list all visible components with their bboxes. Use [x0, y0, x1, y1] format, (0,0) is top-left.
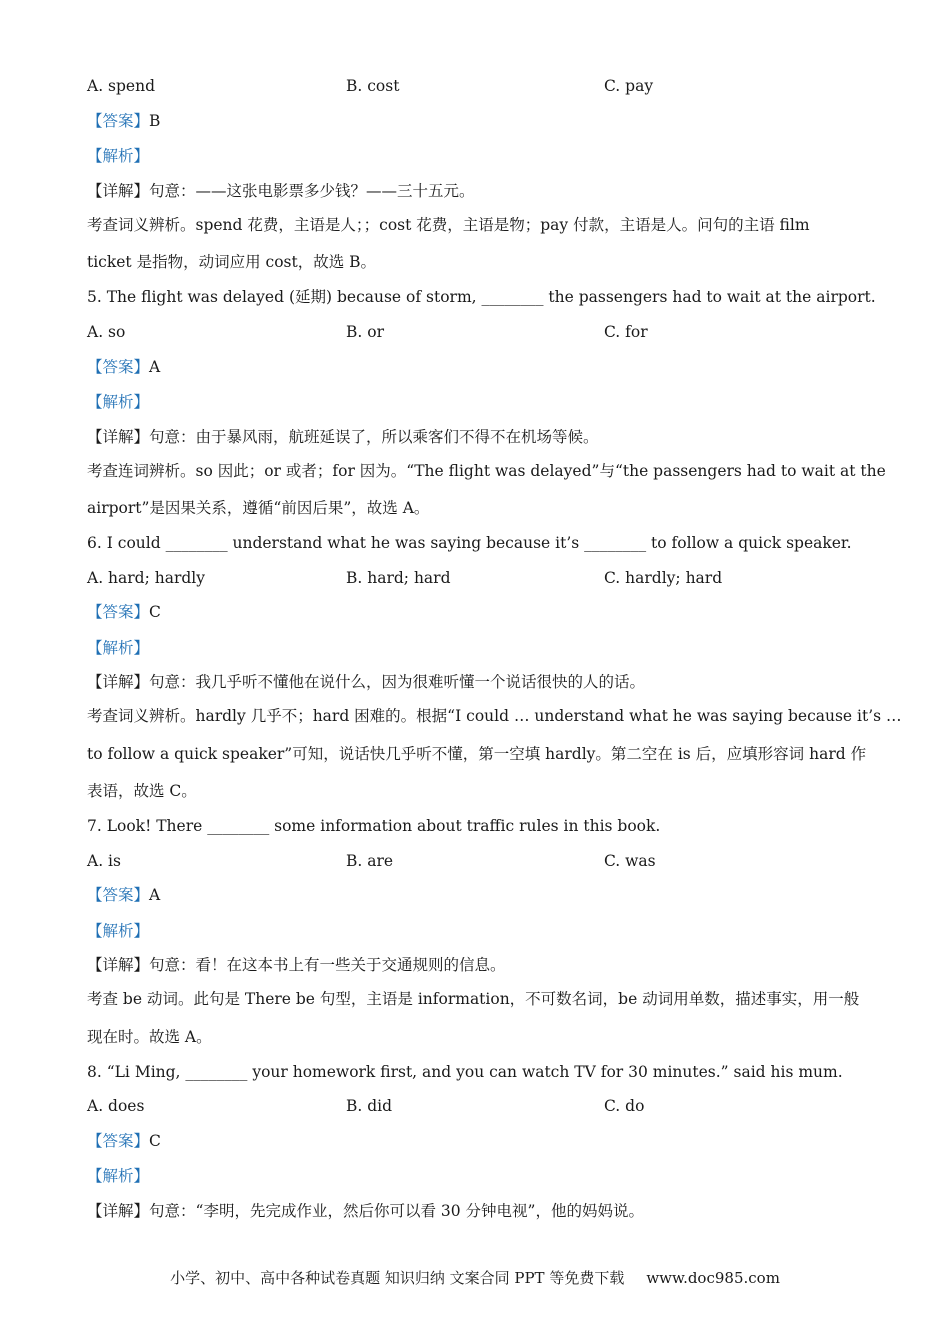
detail-text: 句意：看！在这本书上有一些关于交通规则的信息。	[149, 956, 506, 974]
detail-text: 句意：我几乎听不懂他在说什么，因为很难听懂一个说话很快的人的话。	[149, 673, 646, 691]
q6-analysis-label: 【解析】	[87, 639, 150, 657]
answer-label: 【答案】	[87, 603, 150, 621]
detail-label: 【详解】	[87, 428, 150, 446]
q5-question: 5. The flight was delayed (延期) because of storm, ________ the passengers had to wait at the airport.	[87, 288, 876, 306]
q5-answer	[87, 356, 160, 378]
q5-option-a: A. so	[87, 323, 126, 341]
detail-label: 【详解】	[87, 1202, 150, 1220]
q7-option-c: C. was	[604, 852, 656, 870]
q6-question: 6. I could ________ understand what he was saying because it’s ________ to follow a quick speaker.	[87, 534, 852, 552]
q4-option-c: C. pay	[604, 77, 654, 95]
answer-value: A	[149, 358, 161, 376]
answer-label: 【答案】	[87, 1132, 150, 1150]
q7-detail	[87, 954, 506, 976]
detail-label: 【详解】	[87, 182, 150, 200]
detail-text: 句意：由于暴风雨，航班延误了，所以乘客们不得不在机场等候。	[149, 428, 599, 446]
q6-option-a: A. hard; hardly	[87, 569, 206, 587]
q5-detail	[87, 426, 599, 448]
answer-value: C	[149, 1132, 161, 1150]
q5-option-b: B. or	[346, 323, 384, 341]
q6-answer	[87, 601, 161, 623]
answer-value: A	[149, 886, 161, 904]
q8-option-c: C. do	[604, 1097, 645, 1115]
detail-label: 【详解】	[87, 673, 150, 691]
footer-url[interactable]: www.doc985.com	[646, 1269, 780, 1287]
q6-option-c: C. hardly; hard	[604, 569, 723, 587]
q8-analysis-label: 【解析】	[87, 1167, 150, 1185]
q4-option-b: B. cost	[346, 77, 400, 95]
page-footer	[0, 1267, 950, 1289]
q4-explanation-line-1: 考查词义辨析。spend 花费，主语是人；；cost 花费，主语是物；pay 付款，主语是人。问句的主语 film	[87, 216, 810, 234]
q6-explanation-line-3: 表语，故选 C。	[87, 782, 197, 800]
detail-label: 【详解】	[87, 956, 150, 974]
q7-analysis-label: 【解析】	[87, 922, 150, 940]
detail-text: 句意：“李明，先完成作业，然后你可以看 30 分钟电视”，他的妈妈说。	[149, 1202, 644, 1220]
q8-answer	[87, 1130, 161, 1152]
footer-text: 小学、初中、高中各种试卷真题 知识归纳 文案合同 PPT 等免费下载	[170, 1269, 625, 1287]
q6-detail	[87, 671, 645, 693]
q8-option-a: A. does	[87, 1097, 145, 1115]
q7-explanation-line-1: 考查 be 动词。此句是 There be 句型，主语是 information，不可数名词，be 动词用单数，描述事实，用一般	[87, 990, 860, 1008]
q7-explanation-line-2: 现在时。故选 A。	[87, 1028, 212, 1046]
q5-option-c: C. for	[604, 323, 648, 341]
q4-detail	[87, 180, 475, 202]
answer-label: 【答案】	[87, 358, 150, 376]
q8-option-b: B. did	[346, 1097, 393, 1115]
q7-option-b: B. are	[346, 852, 394, 870]
q8-detail	[87, 1200, 644, 1222]
q8-question: 8. “Li Ming, ________ your homework first, and you can watch TV for 30 minutes.” said his mum.	[87, 1063, 843, 1081]
answer-value: C	[149, 603, 161, 621]
q7-option-a: A. is	[87, 852, 121, 870]
q4-answer	[87, 110, 160, 132]
q6-explanation-line-1: 考查词义辨析。hardly 几乎不；hard 困难的。根据“I could … understand what he was saying because it’s …	[87, 707, 902, 725]
q5-explanation-line-1: 考查连词辨析。so 因此；or 或者；for 因为。“The flight was delayed”与“the passengers had to wait at the	[87, 462, 886, 480]
answer-label: 【答案】	[87, 112, 150, 130]
q6-explanation-line-2: to follow a quick speaker”可知，说话快几乎听不懂，第一空填 hardly。第二空在 is 后，应填形容词 hard 作	[87, 745, 867, 763]
detail-text: 句意：——这张电影票多少钱？——三十五元。	[149, 182, 475, 200]
q4-explanation-line-2: ticket 是指物，动词应用 cost，故选 B。	[87, 253, 377, 271]
q4-option-a: A. spend	[87, 77, 156, 95]
q4-analysis-label: 【解析】	[87, 147, 150, 165]
q7-question: 7. Look! There ________ some information about traffic rules in this book.	[87, 817, 661, 835]
q5-analysis-label: 【解析】	[87, 393, 150, 411]
q6-option-b: B. hard; hard	[346, 569, 451, 587]
answer-value: B	[149, 112, 161, 130]
q5-explanation-line-2: airport”是因果关系，遵循“前因后果”，故选 A。	[87, 499, 430, 517]
answer-label: 【答案】	[87, 886, 150, 904]
q7-answer	[87, 884, 160, 906]
